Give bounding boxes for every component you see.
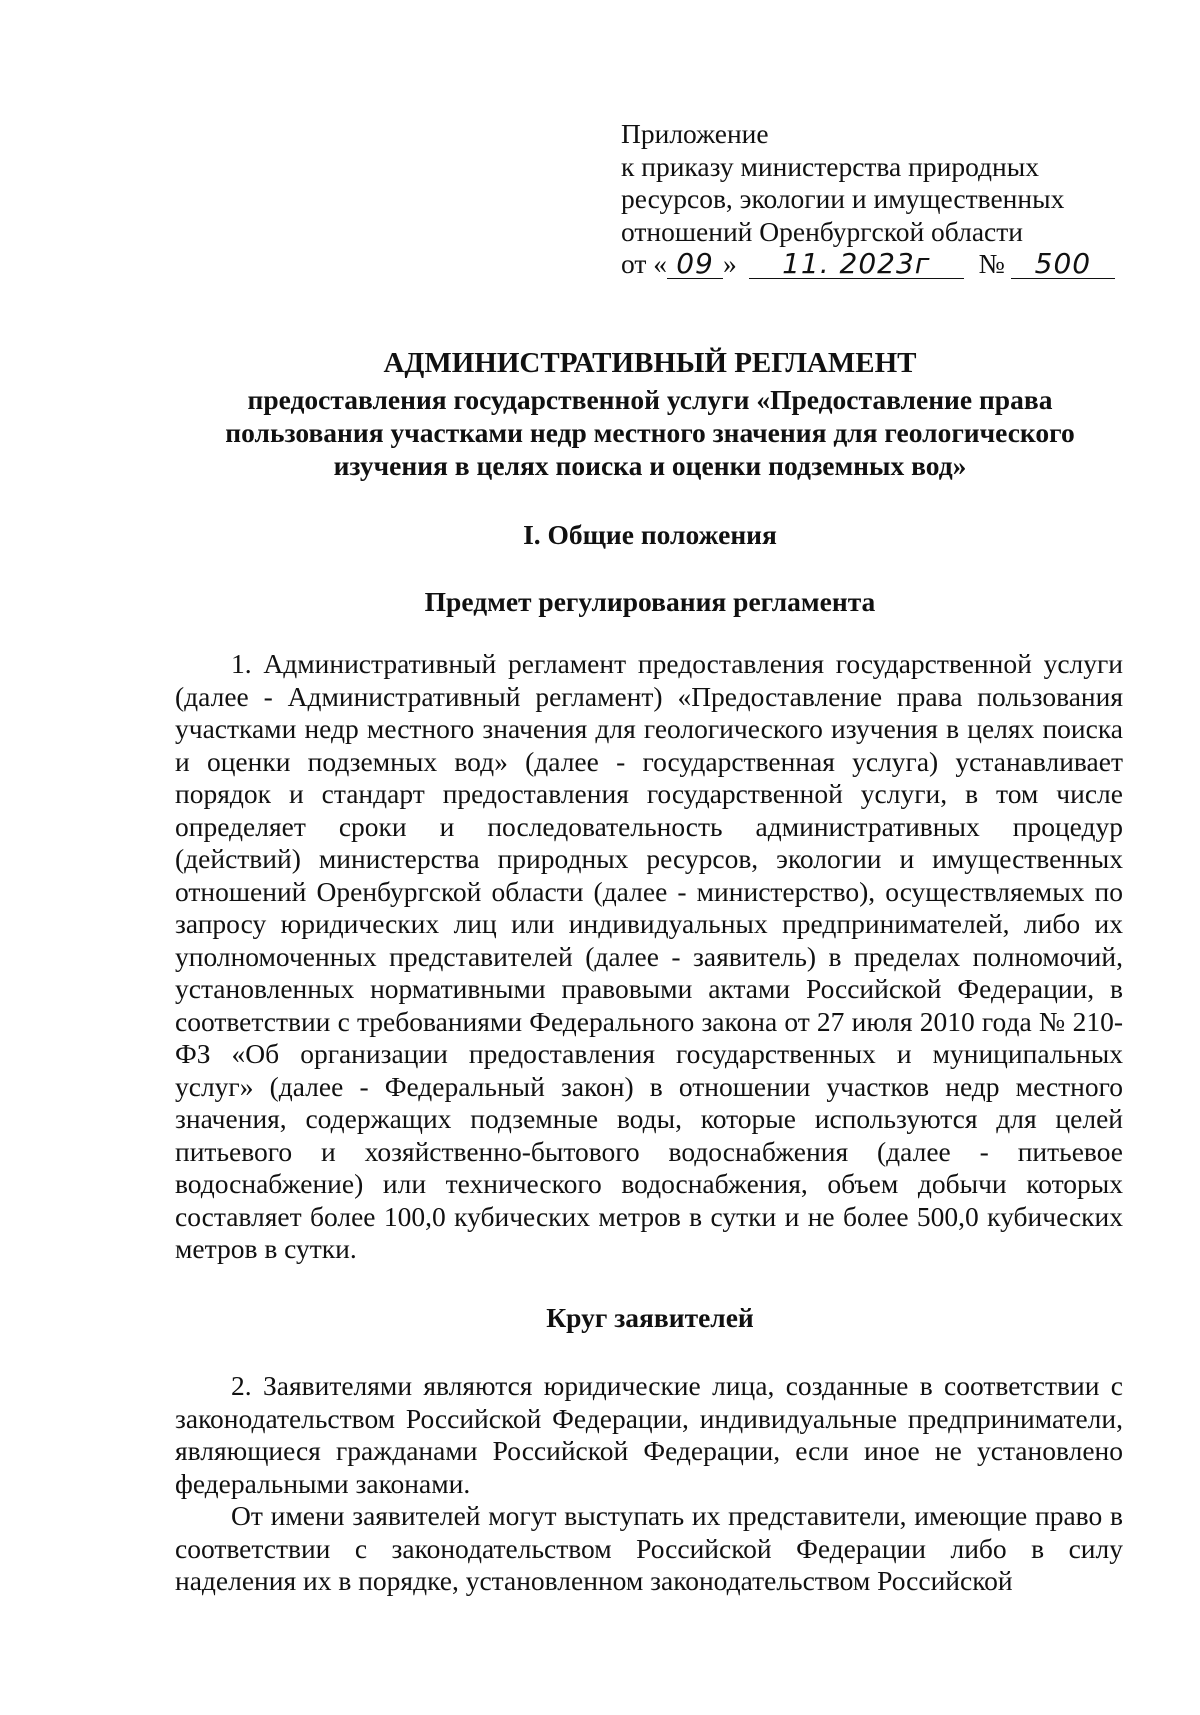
handwritten-day: 09 — [667, 250, 723, 279]
title-main: АДМИНИСТРАТИВНЫЙ РЕГЛАМЕНТ — [383, 347, 917, 379]
paragraph-1: 1. Административный регламент предоставления государственной услуги (далее - Административный регламент) «Предоставление права пользования участками недр местного значения для геологического изучения в целях поиска и оценки подземных вод» (далее - государственная услуга) устанавливает порядок и стандарт предоставления государственной услуги, в том числе определяет сроки и последовательность административных процедур (действий) министерства природных ресурсов, экологии и имущественных отношений Оренбургской области (далее - министерство), осуществляемых по запросу юридических лиц или индивидуальных предпринимателей, либо их уполномоченных представителей (далее - заявитель) в пределах полномочий, установленных нормативными правовыми актами Российской Федерации, в соответствии с требованиями Федерального закона от 27 июля 2010 года № 210-ФЗ «Об организации предоставления государственных и муниципальных услуг» (далее - Федеральный закон) в отношении участков недр местного значения, содержащих подземные воды, которые используются для целей питьевого и хозяйственно-бытового водоснабжения (далее - питьевое водоснабжение) или технического водоснабжения, объем добычи которых составляет более 100,0 кубических метров в сутки и не более 500,0 кубических метров в сутки. — [175, 648, 1123, 1264]
title-sub-line: пользования участками недр местного значения для геологического — [225, 417, 1075, 448]
appendix-line: ресурсов, экологии и имущественных — [621, 183, 1065, 214]
section-subheading: Предмет регулирования регламента — [424, 586, 876, 617]
number-sign: № — [978, 248, 1005, 279]
paragraph-2: 2. Заявителями являются юридические лица, созданные в соответствии с законодательством Российской Федерации, индивидуальные предприниматели, являющиеся гражданами Российской Федерации, если иное не установлено федеральными законами. — [175, 1370, 1123, 1499]
section-heading: I. Общие положения — [523, 519, 777, 550]
date-mid: » — [723, 248, 737, 279]
appendix-line: Приложение — [621, 118, 769, 149]
appendix-line: к приказу министерства природных — [621, 150, 1039, 182]
date-prefix: от « — [621, 248, 668, 279]
title-sub-line: предоставления государственной услуги «Предоставление права — [247, 384, 1053, 415]
document-title — [150, 343, 1150, 482]
appendix-block — [621, 118, 1121, 281]
paragraph-3: От имени заявителей могут выступать их представители, имеющие право в соответствии с законодательством Российской Федерации либо в силу наделения их в порядке, установленном законодательством Российской — [175, 1500, 1123, 1596]
handwritten-month-year: 11. 2023г — [749, 250, 964, 279]
title-sub-line: изучения в целях поиска и оценки подземных вод» — [333, 450, 967, 481]
section-heading-applicants: Круг заявителей — [546, 1302, 754, 1333]
handwritten-number: 500 — [1011, 250, 1115, 279]
appendix-date-line — [621, 248, 1121, 281]
appendix-line: отношений Оренбургской области — [621, 215, 1023, 247]
